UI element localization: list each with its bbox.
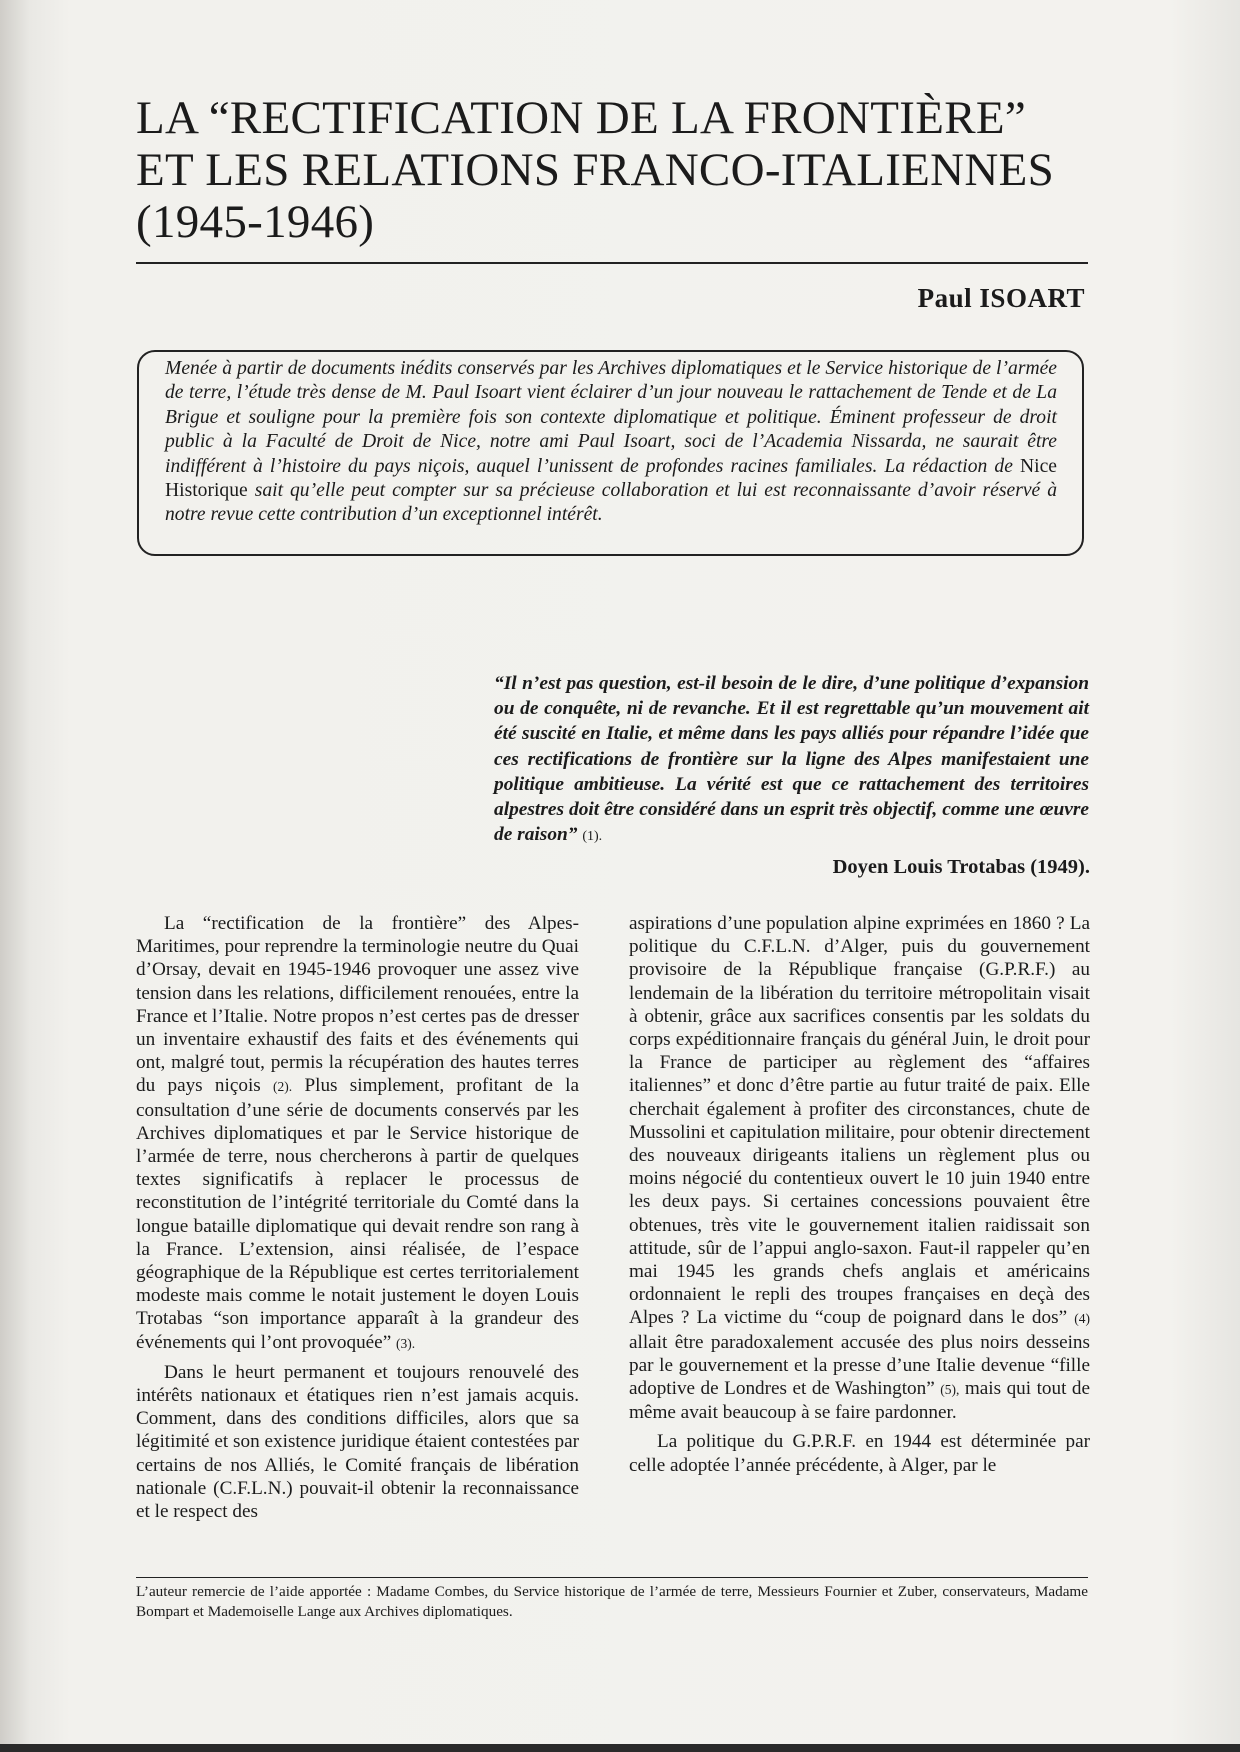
epigraph-footnote-ref: (1). — [582, 829, 603, 845]
epigraph-quote — [494, 671, 1089, 849]
article-title — [136, 92, 1096, 248]
body-column-right — [629, 912, 1090, 1477]
publication-name: Nice Historique — [165, 455, 1057, 502]
body-text: La “rectification de la frontière” des Alpes-Maritimes, pour reprendre la terminologie neutre du Quai d’Orsay, devait en 1945-1946 provoquer une assez vive tension dans les relations, difficilement renouées, entre la France et l’Italie. Notre propos n’est certes pas de dresser un inventaire exhaustif des faits et des événements qui ont, malgré tout, permis la récupération des hautes terres du pays niçois — [136, 913, 579, 1097]
footnote-divider — [136, 1577, 1088, 1578]
title-line-2: ET LES RELATIONS FRANCO-ITALIENNES — [136, 144, 1055, 196]
body-text: Plus simplement, profitant de la consultation d’une série de documents conservés par les Archives diplomatiques et par le Service historique de l’armée de terre, nous chercherons à partir de quelques textes significatifs à replacer le processus de reconstitution de l’intégrité territoriale du Comté dans la longue bataille diplomatique qui devait rendre son rang à la France. L’extension, ainsi réalisée, de l’espace géographique de la République est certes territorialement modeste mais comme le notait justement le doyen Louis Trotabas “son importance apparaît à la grandeur des événements qui l’ont provoquée” — [136, 1075, 579, 1353]
footnote-ref: (2). — [273, 1079, 293, 1095]
body-paragraph: Dans le heurt permanent et toujours renouvelé des intérêts nationaux et étatiques rien n’est jamais acquis. Comment, dans des conditions difficiles, alors que sa légitimité et son existence juridique étaient contestées par certains de nos Alliés, le Comité français de libération nationale (C.F.L.N.) pouvait-il obtenir la reconnaissance et le respect des — [136, 1361, 579, 1523]
body-text: allait être paradoxalement accusée des plus noirs desseins par le gouvernement et la presse d’une Italie devenue “fille adoptive de Londres et de Washington” — [629, 1331, 1090, 1400]
footnote-ref: (3). — [396, 1335, 416, 1351]
body-paragraph — [629, 912, 1090, 1424]
footnote-ref: (4) — [1074, 1311, 1090, 1327]
body-column-left — [136, 912, 579, 1523]
body-paragraph: La politique du G.P.R.F. en 1944 est déterminée par celle adoptée l’année précédente, à Alger, par le — [629, 1431, 1090, 1476]
scan-edge — [0, 1744, 1240, 1752]
intro-text-end: sait qu’elle peut compter sur sa précieuse collaboration et lui est reconnaissante d’avoir réservé à notre revue cette contribution d’un exceptionnel intérêt. — [165, 480, 1057, 526]
title-line-3: (1945-1946) — [136, 196, 375, 248]
epigraph-text: “Il n’est pas question, est-il besoin de le dire, d’une politique d’expansion ou de conquête, ni de revanche. Et il est regrettable qu’un mouvement ait été suscité en Italie, et même dans les pays alliés pour répandre l’idée que ces rectifications de frontière sur la ligne des Alpes manifestaient une politique ambitieuse. La vérité est que ce rattachement des territoires alpestres doit être considéré dans un esprit très objectif, comme une œuvre de raison” — [494, 673, 1089, 846]
author-name: Paul ISOART — [917, 283, 1085, 313]
intro-text-start: Menée à partir de documents inédits conservés par les Archives diplomatiques et le Service historique de l’armée de terre, l’étude très dense de M. Paul Isoart vient éclairer d’un jour nouveau le rattachement de Tende et de La Brigue et souligne pour la première fois son contexte diplomatique et politique. Éminent professeur de droit public à la Faculté de Droit de Nice, notre ami Paul Isoart, soci de l’Academia Nissarda, ne saurait être indifférent à l’histoire du pays niçois, auquel l’unissent de profondes racines familiales. La rédaction de — [165, 358, 1057, 477]
body-text: mais qui tout de même avait beaucoup à se faire pardonner. — [629, 1378, 1091, 1424]
body-text: aspirations d’une population alpine exprimées en 1860 ? La politique du C.F.L.N. d’Alger, puis du gouvernement provisoire de la République française (G.P.R.F.) au lendemain de la libération du territoire métropolitain visait à obtenir, grâce aux sacrifices consentis par les soldats du corps expéditionnaire français du général Juin, le droit pour la France de participer au règlement des “affaires italiennes” et donc d’être partie au futur traité de paix. Elle cherchait également à profiter des circonstances, chute de Mussolini et capitulation militaire, pour obtenir directement des nouveaux dirigeants italiens un règlement plus ou moins négocié du contentieux ouvert le 10 juin 1940 entre les deux pays. Si certaines concessions pouvaient être obtenues, très vite le gouvernement italien raidissait son attitude, sûr de l’appui anglo-saxon. Faut-il rappeler qu’en mai 1945 les grands chefs anglais et américains ordonnaient le repli des troupes françaises en deçà des Alpes ? La victime du “coup de poignard dans le dos” — [629, 913, 1090, 1329]
body-paragraph — [136, 912, 579, 1355]
intro-paragraph — [165, 357, 1057, 528]
acknowledgement-footnote: L’auteur remercie de l’aide apportée : Madame Combes, du Service historique de l’armée de terre, Messieurs Fournier et Zuber, conservateurs, Madame Bompart et Mademoiselle Lange aux Archives diplomatiques. — [136, 1583, 1088, 1620]
title-line-1: LA “RECTIFICATION DE LA FRONTIÈRE” — [136, 92, 1027, 144]
epigraph-attribution: Doyen Louis Trotabas (1949). — [832, 856, 1090, 878]
footnote-ref: (5), — [940, 1382, 960, 1398]
title-divider — [136, 262, 1088, 264]
